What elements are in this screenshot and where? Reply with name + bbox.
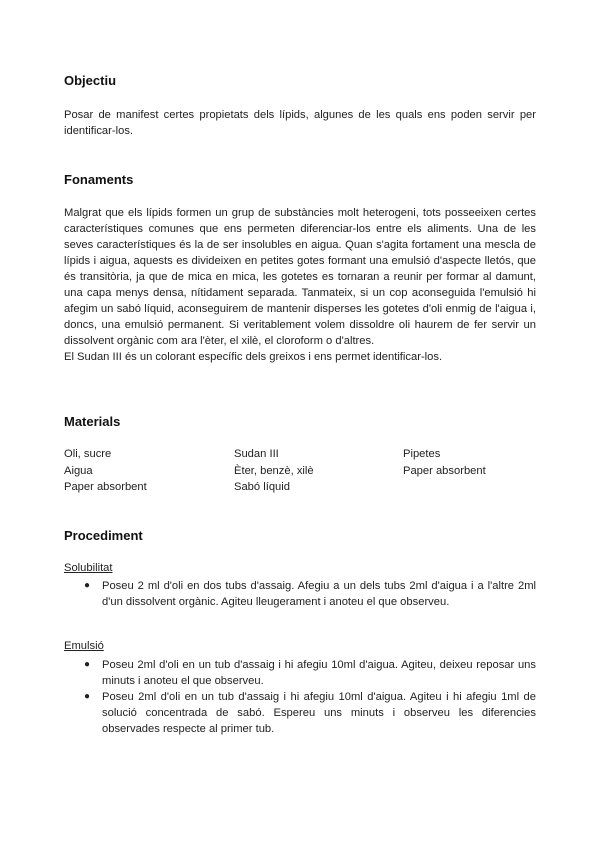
list-item-text: Poseu 2 ml d'oli en dos tubs d'assaig. Afegiu a un dels tubs 2ml d'aigua i a l'altre 2ml d'un dissolvent orgànic. Agiteu lleugerament i anoteu el que observeu. <box>102 580 536 608</box>
material-item: Oli, sucre <box>64 448 112 460</box>
material-item: Sudan III <box>234 448 279 460</box>
material-item: Èter, benzè, xilè <box>234 464 314 477</box>
fonaments-paragraph-1: Malgrat que els lípids formen un grup de substàncies molt heterogeni, tots posseeixen certes característiques comunes que ens permeten diferenciar-los entre els aliments. Una de les seves característiques és la de ser insolubles en aigua. Quan s'agita fortament una mescla de lípids i aigua, aquests es divideixen en petites gotes formant una emulsió d'aspecte lletós, que és transitòria, ja que de mica en mica, les gotetes es tornaran a reunir per formar al damunt, una capa menys densa, nítidament separada. Tanmateix, si un cop aconseguida l'emulsió hi afegim un sabó líquid, aconseguirem de mantenir disperses les gotetes d'oli enmig de l'aigua i, doncs, una emulsió permanent. Si veritablement volem dissoldre oli haurem de fer servir un dissolvent orgànic com ara l'èter, el xilè, el cloroform o d'altres. <box>64 207 536 347</box>
material-item: Aigua <box>64 464 93 477</box>
subheading-emulsio: Emulsió <box>64 640 104 652</box>
subheading-solubilitat: Solubilitat <box>64 562 113 574</box>
fonaments-text <box>64 205 536 365</box>
section-heading-materials: Materials <box>64 414 121 429</box>
material-item: Paper absorbent <box>64 481 147 493</box>
material-item: Sabó líquid <box>234 481 290 493</box>
emulsio-list <box>64 657 536 737</box>
fonaments-paragraph-2: El Sudan III és un colorant específic dels greixos i ens permet identificar-los. <box>64 351 443 363</box>
material-item: Paper absorbent <box>403 464 486 477</box>
section-heading-objectiu: Objectiu <box>64 73 117 88</box>
objectiu-paragraph: Posar de manifest certes propietats dels lípids, algunes de les quals ens poden servir per identificar-los. <box>64 109 536 137</box>
list-item-text: Poseu 2ml d'oli en un tub d'assaig i hi afegiu 10ml d'aigua. Agiteu, deixeu reposar uns minuts i anoteu el que observeu. <box>102 659 536 687</box>
objectiu-text <box>64 107 536 139</box>
bullet-icon: ● <box>84 659 91 670</box>
material-item: Pipetes <box>403 448 441 460</box>
list-item <box>64 578 536 610</box>
list-item <box>64 689 536 737</box>
section-heading-fonaments: Fonaments <box>64 172 134 187</box>
section-heading-procediment: Procediment <box>64 528 143 543</box>
materials-column-3 <box>403 446 486 479</box>
materials-column-2 <box>234 446 314 496</box>
bullet-icon: ● <box>84 580 91 591</box>
list-item <box>64 657 536 689</box>
bullet-icon: ● <box>84 691 91 702</box>
solubilitat-list <box>64 578 536 610</box>
materials-column-1 <box>64 446 147 496</box>
list-item-text: Poseu 2ml d'oli en un tub d'assaig i hi afegiu 10ml d'aigua. Agiteu i hi afegiu 1ml de solució concentrada de sabó. Espereu uns minuts i observeu les diferencies observades respecte al primer tub. <box>102 691 536 735</box>
